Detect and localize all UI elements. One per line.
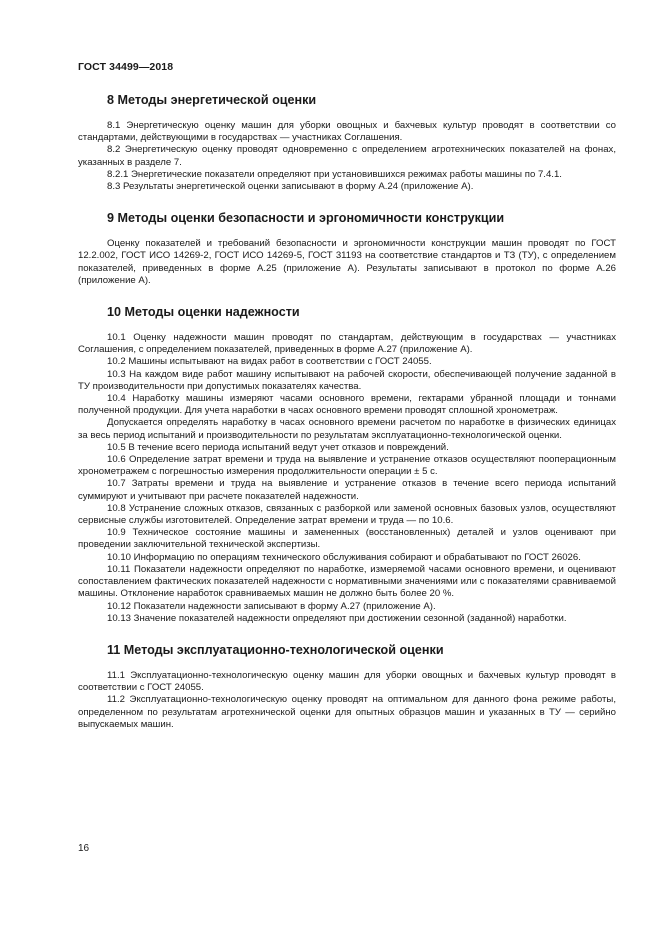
paragraph: 8.2 Энергетическую оценку проводят одновременно с определением агротехнических показателей на фонах, указанных в разделе 7. xyxy=(78,144,616,168)
paragraph: 10.8 Устранение сложных отказов, связанных с разборкой или заменой основных базовых узлов, осуществляют сервисные службы изготовителей. Определение затрат времени и труда — по 10.6. xyxy=(78,502,616,527)
paragraph: 8.3 Результаты энергетической оценки записывают в форму А.24 (приложение А). xyxy=(107,181,474,193)
paragraph: 10.9 Техническое состояние машины и замененных (восстановленных) деталей и узлов оценивают при проведении заключительной технической экспертизы. xyxy=(78,527,616,551)
paragraph: 11.1 Эксплуатационно-технологическую оценку машин для уборки овощных и бахчевых культур проводят в соответствии с ГОСТ 24055. xyxy=(78,669,616,694)
section-title: 9 Методы оценки безопасности и эргономичности конструкции xyxy=(107,211,505,226)
paragraph: Допускается определять наработку в часах основного времени расчетом по наработке в физических единицах за весь период испытаний и производительности по результатам эксплуатационно-технологической оценки. xyxy=(78,417,616,441)
paragraph: 10.11 Показатели надежности определяют по наработке, измеряемой часами основного времени, и оценивают сопоставлением фактических показателей надежности с нормативными значениями или с показателями сравниваемой машины. Отклонение наработок сравниваемых машин не должно быть более 20 %. xyxy=(78,563,616,600)
section-title: 8 Методы энергетической оценки xyxy=(107,93,317,107)
section-11 xyxy=(78,642,616,731)
paragraph: 10.6 Определение затрат времени и труда на выявление и устранение отказов осуществляют пооперационным хронометражем с погрешностью измерения продолжительности операции ± 5 с. xyxy=(78,454,616,478)
paragraph: 10.7 Затраты времени и труда на выявление и устранение отказов в течение всего периода испытаний суммируют и учитывают при расчете показателей надежности. xyxy=(78,478,616,502)
paragraph: 10.3 На каждом виде работ машину испытывают на рабочей скорости, обеспечивающей получение заданной в ТУ производительности при допустимых показателях качества. xyxy=(78,368,616,392)
document-body xyxy=(78,92,616,748)
paragraph: 10.1 Оценку надежности машин проводят по стандартам, действующим в государствах — участниках Соглашения, с определением показателей, приведенных в форме А.27 (приложение А). xyxy=(78,332,616,356)
paragraph: 10.5 В течение всего периода испытаний ведут учет отказов и повреждений. xyxy=(107,441,449,453)
paragraph: 10.12 Показатели надежности записывают в форму А.27 (приложение А). xyxy=(107,600,436,612)
section-title: 11 Методы эксплуатационно-технологической оценки xyxy=(107,642,444,657)
section-9 xyxy=(78,210,616,287)
paragraph: 10.10 Информацию по операциям технического обслуживания собирают и обрабатывают по ГОСТ 26026. xyxy=(107,551,581,563)
section-8 xyxy=(78,92,616,193)
paragraph: Оценку показателей и требований безопасности и эргономичности конструкции машин проводят по ГОСТ 12.2.002, ГОСТ ИСО 14269-2, ГОСТ ИСО 14269-5, ГОСТ 31193 на соответствие стандартов и ТЗ (ТУ), с определением показателей, приведенных в форме А.25 (приложение А). Результаты записывают в протокол по форме А.26 (приложение А). xyxy=(78,238,616,286)
document-code: ГОСТ 34499—2018 xyxy=(78,61,174,73)
paragraph: 8.1 Энергетическую оценку машин для уборки овощных и бахчевых культур проводят в соответствии со стандартами, действующими в государствах — участниках Соглашения. xyxy=(78,120,616,144)
section-title: 10 Методы оценки надежности xyxy=(107,305,300,320)
paragraph: 10.13 Значение показателей надежности определяют при достижении сезонной (заданной) наработки. xyxy=(107,612,567,624)
section-10 xyxy=(78,304,616,625)
paragraph: 8.2.1 Энергетические показатели определяют при установившихся режимах работы машины по 7.4.1. xyxy=(107,168,562,180)
paragraph: 11.2 Эксплуатационно-технологическую оценку проводят на оптимальном для данного фона режиме работы, определенном по результатам агротехнической оценки для опытных образцов машин и указанных в ТУ — серийно выпускаемых машин. xyxy=(78,694,616,730)
page-number: 16 xyxy=(78,843,90,854)
paragraph: 10.4 Наработку машины измеряют часами основного времени, гектарами убранной площади и тоннами полученной продукции. Для учета наработки в часах основного времени проводят сплошной хронометраж. xyxy=(78,393,616,417)
paragraph: 10.2 Машины испытывают на видах работ в соответствии с ГОСТ 24055. xyxy=(107,356,432,368)
